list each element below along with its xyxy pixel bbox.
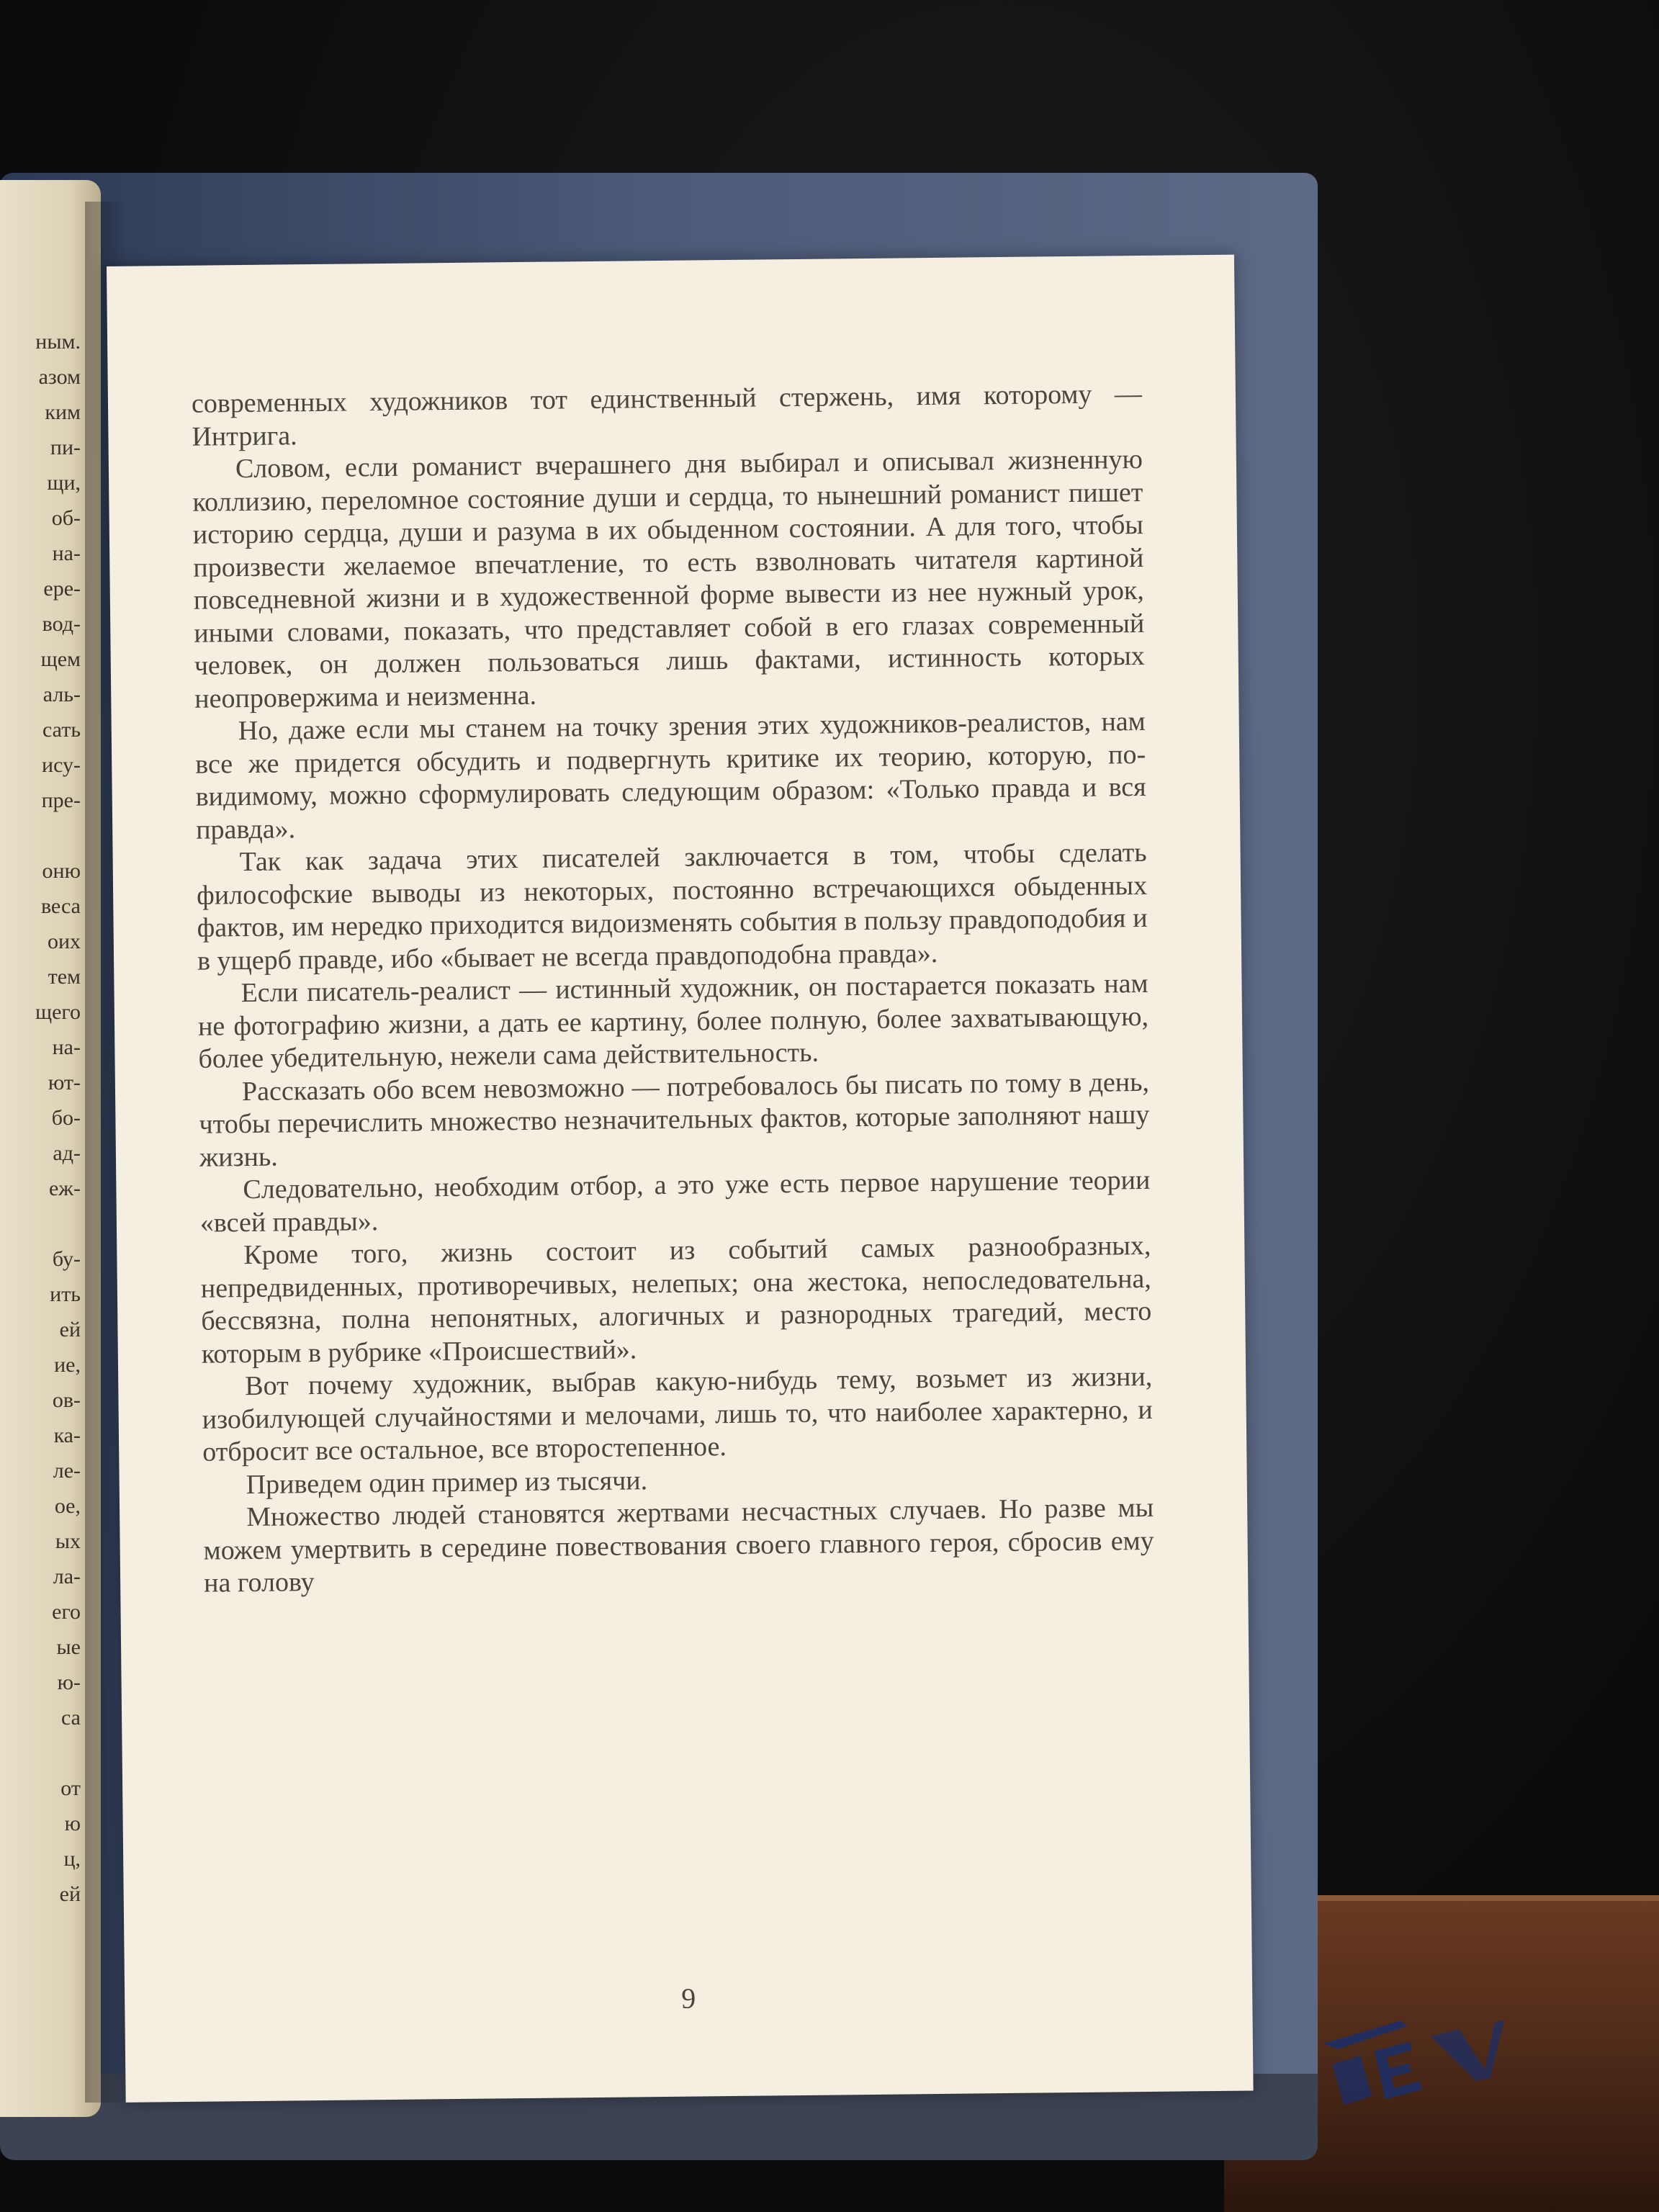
left-page-fragment: от	[60, 1776, 81, 1800]
left-page-fragment: бо-	[51, 1106, 81, 1130]
paragraph: Но, даже если мы станем на точку зрения этих художников-реалистов, нам все же придется обсудить и подвергнуть критике их теорию, которую, по-видимому, можно сформулировать следующим образом: «Только правда и вся правда».	[195, 706, 1146, 845]
paragraph: Так как задача этих писателей заключается в том, чтобы сделать философские выводы из некоторых, постоянно встречающихся обыденных фактов, им нередко приходится видоизменять события в пользу правдоподобия и в ущерб правде, ибо «бывает не всегда правдоподобна правда».	[196, 837, 1148, 976]
left-page-fragment: на-	[52, 1035, 81, 1059]
left-page-fragment: ые	[56, 1635, 81, 1659]
left-page-fragment: ю-	[57, 1671, 81, 1694]
left-page-fragment: ых	[55, 1529, 81, 1553]
left-page-fragment: са	[61, 1706, 81, 1730]
left-page-fragment: веса	[40, 894, 81, 918]
paragraph: Множество людей становятся жертвами несчастных случаев. Но разве мы можем умертвить в середине повествования своего главного героя, сбросив ему на голову	[203, 1492, 1154, 1599]
left-page-fragment: пре-	[41, 788, 81, 812]
left-page-fragment: ным.	[35, 330, 81, 354]
left-page-fragment: на-	[52, 541, 81, 565]
paragraph: Словом, если романист вчерашнего дня выбирал и описывал жизненную коллизию, переломное состояние души и сердца, то нынешний романист пишет историю сердца, души и разума в их обыденном состоянии. А для того, чтобы произвести желаемое впечатление, то есть взволновать читателя картиной повседневной жизни и в художественной форме вывести из нее нужный урок, иными словами, показать, что представляет собой в его глазах современный человек, он должен пользоваться лишь фактами, истинность которых неопровержима и неизменна.	[192, 444, 1145, 714]
left-page-fragment: оню	[42, 859, 81, 883]
left-page-fragment: ка-	[53, 1424, 81, 1447]
left-page-fragment: ере-	[43, 577, 81, 601]
left-page-fragment: ад-	[53, 1141, 81, 1165]
left-page-fragment: щем	[40, 647, 81, 671]
left-page-fragment: ей	[59, 1318, 81, 1341]
left-page-fragment: ису-	[42, 753, 81, 777]
paragraph: Если писатель-реалист — истинный художник, он постарается показать нам не фотографию жизни, а дать ее картину, более полную, более захватывающую, более убедительную, нежели сама действительность.	[197, 968, 1149, 1074]
left-page-fragment: пи-	[50, 436, 81, 459]
paragraph: Вот почему художник, выбрав какую-нибудь тему, возьмет из жизни, изобилующей случайностями и мелочами, лишь то, что наиболее характерно, и отбросит все остальное, все второстепенное.	[202, 1361, 1153, 1467]
left-page-fragment: ют-	[48, 1071, 81, 1094]
left-page-fragment: ким	[45, 400, 81, 424]
left-page-fragment: ц,	[63, 1847, 81, 1871]
paragraph: Следовательно, необходим отбор, а это уже есть первое нарушение теории «всей правды».	[199, 1164, 1151, 1238]
left-page-fragment: бу-	[52, 1247, 81, 1271]
left-page-fragment: ить	[50, 1282, 81, 1306]
left-page-fragment: ла-	[53, 1565, 81, 1588]
paragraph: Кроме того, жизнь состоит из событий самых разнообразных, непредвиденных, противоречивых, нелепых; она жестока, непоследовательна, бессвязна, полна непонятных, алогичных и разнородных трагедий, место которым в рубрике «Происшествий».	[200, 1230, 1152, 1370]
left-page-fragment: об-	[51, 506, 81, 530]
left-page-fragment: ле-	[53, 1459, 81, 1483]
left-page-fragment: ие,	[54, 1353, 81, 1377]
left-page-fragment: щи,	[47, 471, 81, 495]
left-page-fragment: его	[52, 1600, 81, 1624]
left-page-fragment: тем	[48, 965, 81, 989]
paragraph: Рассказать обо всем невозможно — потребовалось бы писать по тому в день, чтобы перечислить множество незначительных фактов, которые заполняют нашу жизнь.	[199, 1066, 1150, 1173]
left-page-fragment: азом	[38, 365, 81, 389]
right-page	[107, 255, 1254, 2103]
left-page-fragment: сать	[42, 718, 81, 742]
left-page-fragment: оих	[47, 930, 81, 953]
left-page-fragment: ое,	[54, 1494, 81, 1518]
page-number: 9	[680, 1982, 696, 2015]
left-page-fragment: ю	[64, 1812, 81, 1835]
left-page-fragment: вод-	[42, 612, 81, 636]
left-page-fragment: аль-	[42, 683, 81, 706]
left-page-fragment: щего	[35, 1000, 81, 1024]
page-body-text	[192, 378, 1155, 1600]
paragraph: современных художников тот единственный стержень, имя которому — Интрига.	[191, 378, 1143, 452]
left-page-fragment: ей	[59, 1882, 81, 1906]
left-page-fragment: еж-	[48, 1177, 81, 1200]
paragraph: Приведем один пример из тысячи.	[246, 1465, 648, 1500]
left-page-fragment: ов-	[52, 1388, 81, 1412]
